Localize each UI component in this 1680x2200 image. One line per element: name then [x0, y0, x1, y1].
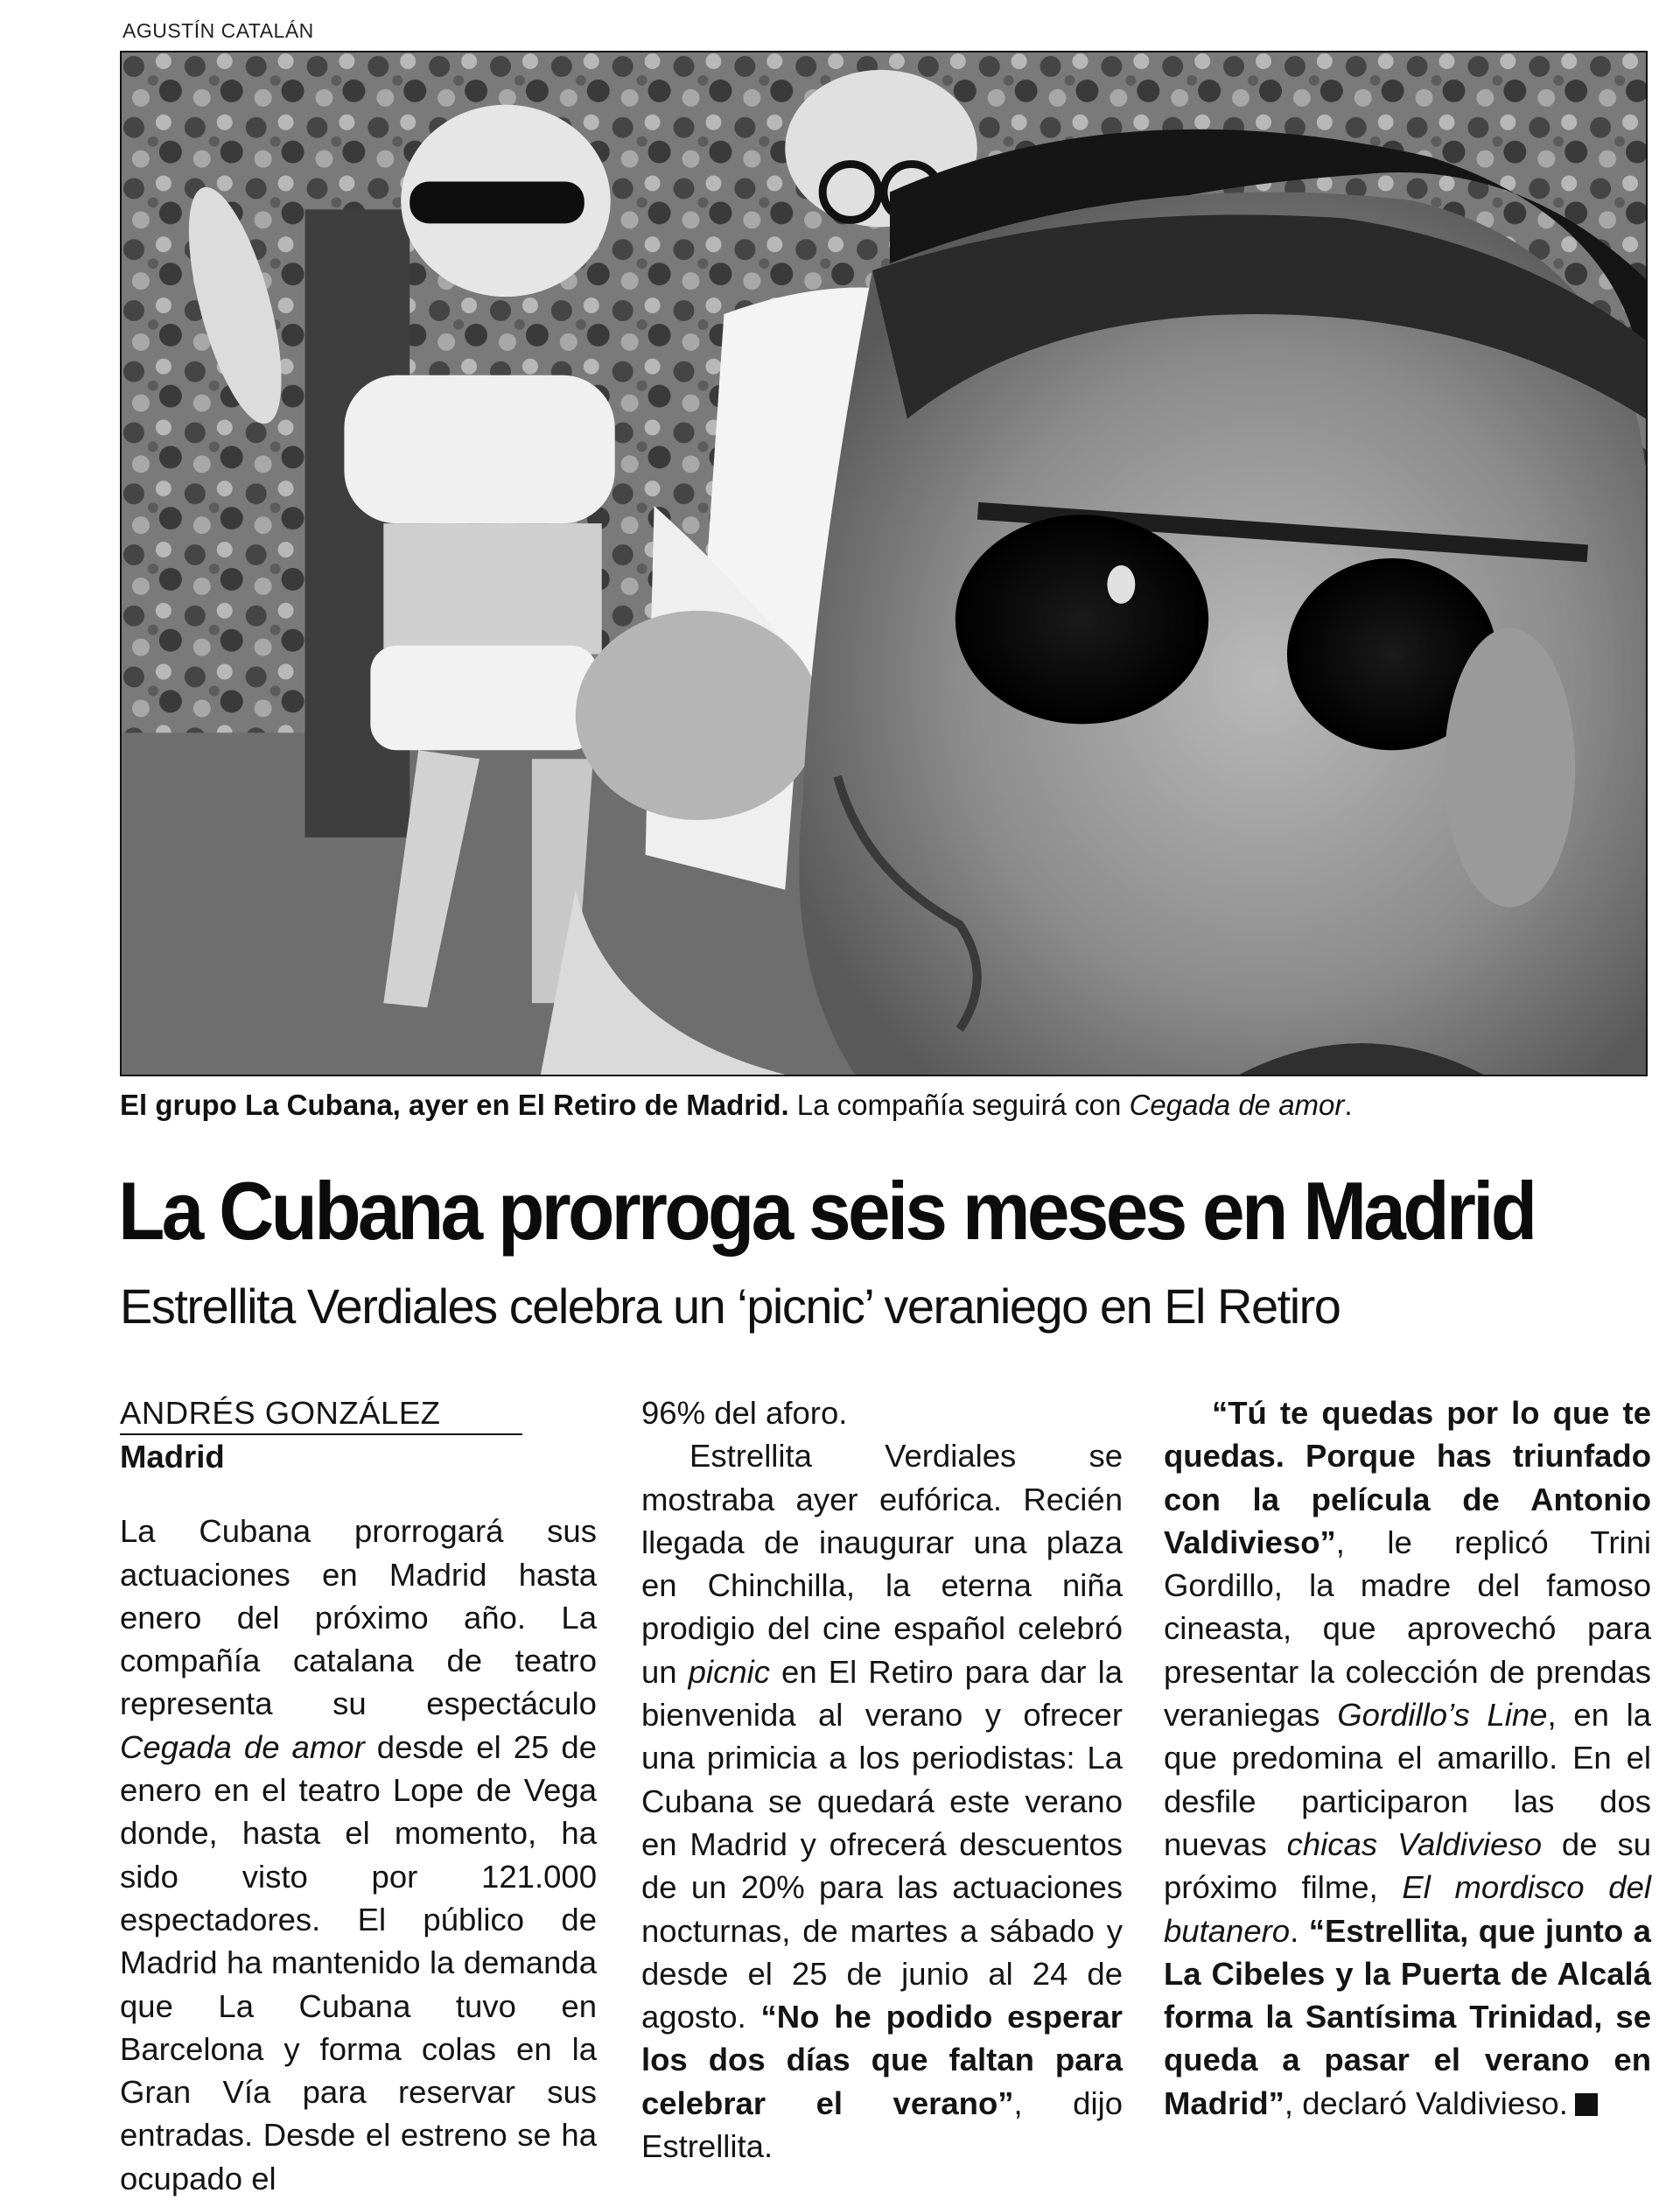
paragraph-2: [641, 1434, 1123, 2168]
p2-italic: picnic: [688, 1653, 770, 1690]
p3-italic-3: El mordisco del butanero: [1164, 1869, 1651, 1949]
caption-normal: La compañía seguirá con: [788, 1089, 1130, 1121]
p2-text-b: en El Retiro para dar la bienvenida al verano y ofrecer una primicia a los periodistas: La Cubana se quedará este verano en Madrid y ofrecerá descuentos de un 20% para las actuaciones nocturnas, de martes a sábado y desde el 25 de junio al 24 de agosto.: [641, 1653, 1123, 2035]
p3-text-c: de su próximo filme,: [1164, 1825, 1651, 1906]
p1-text-b: desde el 25 de enero en el teatro Lope de Vega donde, hasta el momento, ha sido visto por 121.000 espectadores. El público de Madrid ha mantenido la demanda que La Cubana tuvo en Barcelona y forma colas en la Gran Vía para reservar sus entradas. Desde el estreno se ha ocupado el: [120, 1728, 597, 2196]
p1-text-a: La Cubana prorrogará sus actuaciones en Madrid hasta enero del próximo año. La compañía catalana de teatro representa su espectáculo: [120, 1513, 597, 1722]
paragraph-1: [120, 1510, 597, 2200]
p3-quote: “Tú te quedas por lo que te quedas. Porque has triunfado con la película de Antonio Valdivieso”: [1164, 1395, 1651, 1560]
headline: La Cubana prorroga seis meses en Madrid: [118, 1165, 1535, 1257]
photo-illustration: [122, 53, 1646, 1075]
column-1: [120, 1391, 597, 2200]
p3-italic-1: Gordillo’s Line: [1337, 1697, 1548, 1734]
paragraph-1-continued: 96% del aforo.: [641, 1395, 848, 1431]
caption-bold: El grupo La Cubana, ayer en El Retiro de Madrid.: [120, 1089, 789, 1121]
photo-credit: AGUSTÍN CATALÁN: [122, 19, 314, 42]
p2-quote: “No he podido esperar los dos días que faltan para celebrar el verano”: [641, 1999, 1123, 2121]
p3-text-d: .: [1290, 1912, 1309, 1949]
byline: ANDRÉS GONZÁLEZ: [120, 1393, 522, 1435]
p2-text-a: Estrellita Verdiales se mostraba ayer eufórica. Recién llegada de inaugurar una plaza en Chinchilla, la eterna niña prodigio del cine español celebró un: [641, 1438, 1123, 1690]
p3-quote-2: “Estrellita, que junto a La Cibeles y la Puerta de Alcalá forma la Santísima Trinidad, se queda a pasar el verano en Madrid”: [1164, 1912, 1651, 2121]
p3-text-a: , le replicó Trini Gordillo, la madre del famoso cineasta, que aprovechó para presentar la colección de prendas veraniegas: [1164, 1524, 1651, 1734]
end-mark-icon: [1575, 2093, 1598, 2116]
column-2: [641, 1391, 1123, 2168]
p2-text-c: , dijo Estrellita.: [641, 2084, 1123, 2165]
p3-italic-2: chicas Valdivieso: [1286, 1825, 1543, 1862]
news-photo: [120, 51, 1648, 1076]
p1-italic: Cegada de amor: [120, 1728, 365, 1765]
paragraph-3: [1164, 1391, 1651, 2125]
p3-text-b: , en la que predomina el amarillo. En el desfile participaron las dos nuevas: [1164, 1697, 1652, 1862]
column-3: [1164, 1391, 1651, 2125]
p3-text-e: , declaró Valdivieso.: [1284, 2084, 1568, 2121]
subheadline: Estrellita Verdiales celebra un ‘picnic’ veraniego en El Retiro: [120, 1279, 1340, 1334]
caption-italic: Cegada de amor: [1129, 1089, 1345, 1121]
dateline: Madrid: [120, 1439, 225, 1475]
photo-caption: [120, 1089, 1660, 1122]
caption-end: .: [1344, 1089, 1353, 1121]
